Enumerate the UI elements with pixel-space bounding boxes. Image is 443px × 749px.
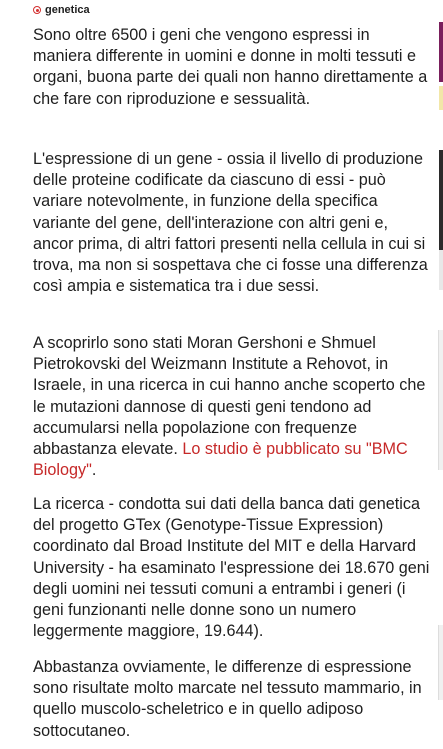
category-label: genetica xyxy=(45,4,90,16)
side-panel-edge-2 xyxy=(439,86,443,110)
article-paragraph-5: Abbastanza ovviamente, le differenze di espressione sono risultate molto marcate nel tessuto mammario, in quello muscolo-scheletrico e in quello adiposo sottocutaneo. xyxy=(33,658,422,740)
category-tag[interactable] xyxy=(33,3,90,17)
side-panel-edge-6 xyxy=(438,625,443,700)
paragraph-3-end: . xyxy=(91,461,97,480)
article-paragraph-2: L'espressione di un gene - ossia il livello di produzione delle proteine codificate da ciascuno di essi - può variare notevolmente, in funzione della specifica variante del gene, dell'interazione con altri geni e, ancor prima, di altri fattori presenti nella cellula in cui si trova, ma non si sospettava che ci fosse una differenza così ampia e sistematica tra i due sessi. xyxy=(33,150,428,296)
target-icon xyxy=(33,6,41,14)
article-paragraph-4: La ricerca - condotta sui dati della banca dati genetica del progetto GTex (Genotype-Tissue Expression) coordinato dal Broad Institute del MIT e della Harvard University - ha esaminato l'espressione dei 18.670 geni degli uomini nei tessuti comuni a entrambi i generi (i geni funzionanti nelle donne sono un numero leggermente maggiore, 19.644). xyxy=(33,495,430,641)
study-link[interactable]: Lo studio è pubblicato su "BMC Biology" xyxy=(33,440,408,480)
side-panel-edge-3 xyxy=(439,150,443,250)
paragraph-3-text: A scoprirlo sono stati Moran Gershoni e Shmuel Pietrokovski del Weizmann Institute a Rehovot, in Israele, in una ricerca in cui hanno anche scoperto che le mutazioni dannose di questi geni tendono ad accumularsi nella popolazione con frequenze abbastanza elevate. xyxy=(33,334,426,459)
article-paragraph-1: Sono oltre 6500 i geni che vengono espressi in maniera differente in uomini e donne in molti tessuti e organi, buona parte dei quali non hanno direttamente a che fare con riproduzione e sessualità. xyxy=(33,26,428,108)
article-paragraph-3 xyxy=(33,333,431,481)
side-panel-edge-4 xyxy=(439,250,443,290)
side-panel-edge-1 xyxy=(439,22,443,82)
side-panel-edge-5 xyxy=(438,330,443,470)
